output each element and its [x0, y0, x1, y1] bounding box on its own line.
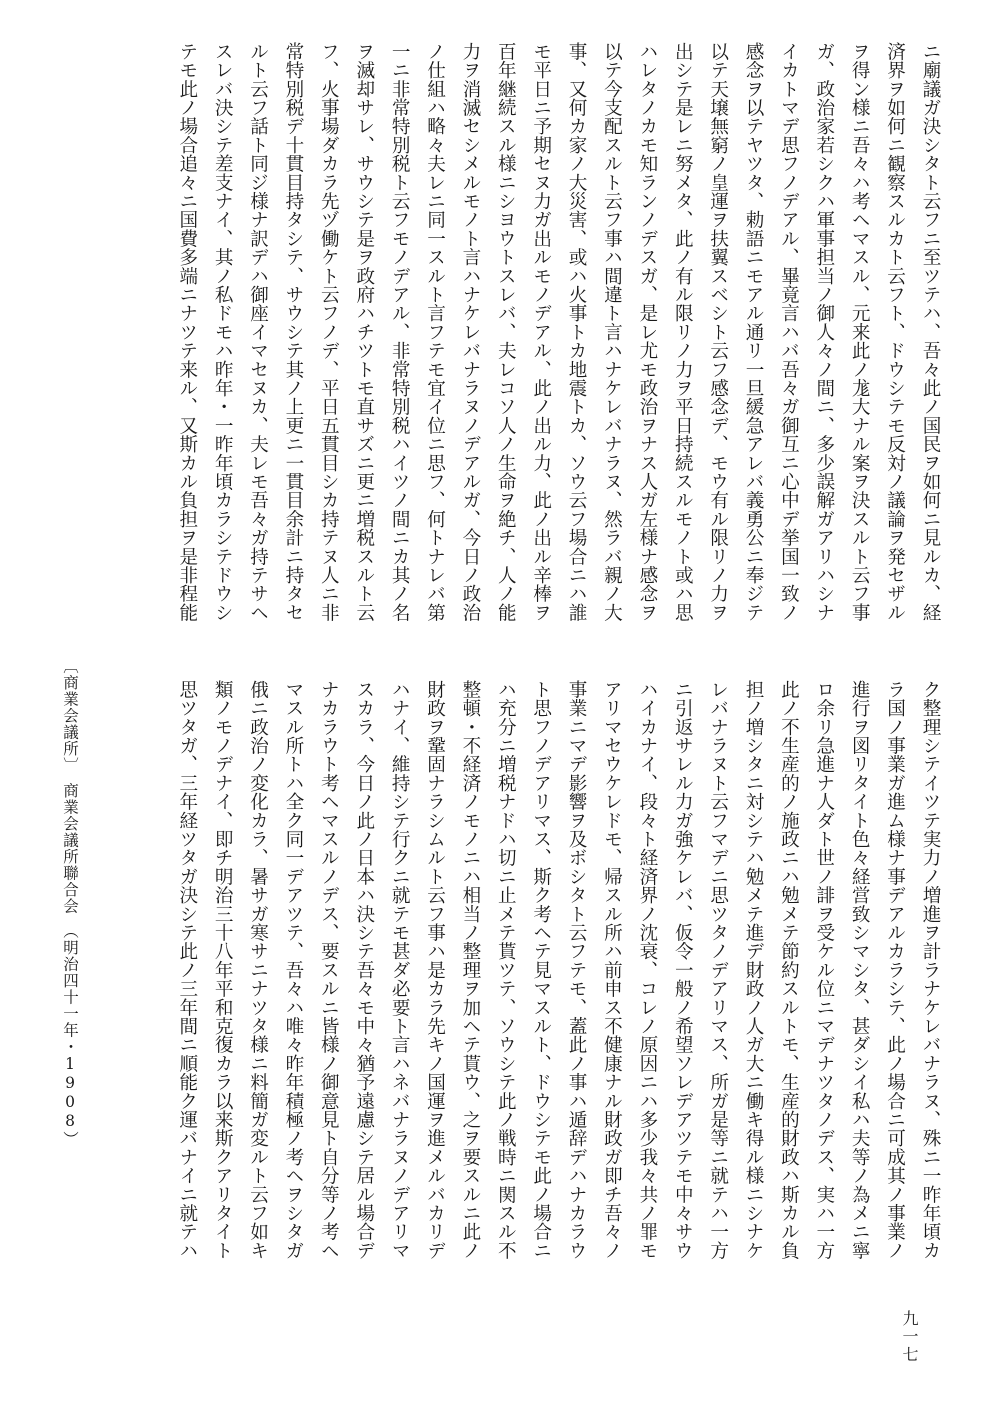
text-column: モ平日ニ予期セヌ力ガ出ルモノデアル、此ノ出ル力、此ノ出ル辛棒ヲ [530, 42, 552, 622]
running-header-title: 商業会議所聯合会 [61, 782, 79, 915]
text-column: ガ、政治家若シクハ軍事担当ノ御人々ノ間ニ、多少誤解ガアリハシナ [813, 42, 835, 622]
text-column: 俄ニ政治ノ変化カラ、暑サガ寒サニナツタ様ニ料簡ガ変ルト云フ如キ [247, 680, 269, 1260]
text-column: ク整理シテイツテ実力ノ増進ヲ計ラナケレバナラヌ、殊ニ一昨年頃カ [920, 680, 941, 1260]
text-column: 常特別税デ十貫目持タシテ、サウシテ其ノ上更ニ一貫目余計ニ持タセ [282, 42, 304, 622]
text-column: 担ノ増シタニ対シテハ勉メテ進デ財政ノ人ガ大ニ働キ得ル様ニシナケ [743, 680, 765, 1260]
text-column: ルト云フ話ト同ジ様ナ訳デハ御座イマセヌカ、夫レモ吾々ガ持テサヘ [247, 42, 269, 622]
text-column: ハ充分ニ増税ナドハ切ニ止メテ貰ツテ、ソウシテ此ノ戦時ニ関スル不 [495, 680, 517, 1260]
text-column: 整頓・不経済ノモノニハ相当ノ整理ヲ加ヘテ貰ウ、之ヲ要スルニ此ノ [459, 680, 481, 1260]
text-column: 一ニ非常特別税ト云フモノデアル、非常特別税ハイツノ間ニカ其ノ名 [389, 42, 411, 622]
running-header-date: （明治四十一年・1908） [61, 930, 79, 1148]
text-column: 類ノモノデナイ、即チ明治三十八年平和克復カラ以来斯クアリタイト [212, 680, 234, 1260]
text-column: イカトマデ思フノデアル、畢竟言ハバ吾々ガ御互ニ心中デ挙国一致ノ [778, 42, 800, 622]
page-number: 九一七 [900, 1310, 919, 1364]
text-column: マスル所トハ全ク同一デアツテ、吾々ハ唯々昨年積極ノ考ヘヲシタガ [282, 680, 304, 1260]
text-column: 以テ天壌無窮ノ皇運ヲ扶翼スベシト云フ感念デ、モウ有ル限リノ力ヲ [707, 42, 729, 622]
text-column: 財政ヲ鞏固ナラシムルト云フ事ハ是カラ先キノ国運ヲ進メルバカリデ [424, 680, 446, 1260]
text-column: 済界ヲ如何ニ観察スルカト云フト、ドウシテモ反対ノ議論ヲ発セザル [884, 42, 906, 622]
text-column: 思ツタガ、三年経ツタガ決シテ此ノ三年間ニ順能ク運バナイニ就テハ [176, 680, 198, 1260]
text-column: スレバ決シテ差支ナイ、其ノ私ドモハ昨年・一昨年頃カラシテドウシ [212, 42, 234, 622]
running-header-section: 〔商業会議所〕 [61, 658, 79, 766]
text-column: ハナイ、維持シテ行クニ就テモ甚ダ必要ト言ハネバナラヌノデアリマ [389, 680, 411, 1260]
text-column: 事、又何カ家ノ大災害、或ハ火事トカ地震トカ、ソウ云フ場合ニハ誰 [566, 42, 588, 622]
bottom-text-block [98, 680, 948, 1310]
text-column: ノ仕組ハ略々夫レニ同一スルト言フテモ宜イ位ニ思フ、何トナレバ第 [424, 42, 446, 622]
text-column: ラ国ノ事業ガ進ム様ナ事デアルカラシテ、此ノ場合ニ可成其ノ事業ノ [884, 680, 906, 1260]
text-column: 以テ今支配スルト云フ事ハ間違ト言ハナケレバナラヌ、然ラバ親ノ大 [601, 42, 623, 622]
running-header [55, 658, 85, 1318]
text-column: 此ノ不生産的ノ施政ニハ勉メテ節約スルトモ、生産的財政ハ斯カル負 [778, 680, 800, 1260]
text-column: レバナラヌト云フマデニ思ツタノデアリマス、所ガ是等ニ就テハ一方 [707, 680, 729, 1260]
text-column: ナカラウト考ヘマスルノデス、要スルニ皆様ノ御意見ト自分等ノ考ヘ [318, 680, 340, 1260]
text-column: ハイカナイ、段々ト経済界ノ沈衰、コレノ原因ニハ多少我々共ノ罪モ [636, 680, 658, 1260]
text-column: ヲ得ン様ニ吾々ハ考ヘマスル、元来此ノ尨大ナル案ヲ決スルト云フ事 [849, 42, 871, 622]
text-column: フ、火事場ダカラ先ヅ働ケト云フノデ、平日五貫目シカ持テヌ人ニ非 [318, 42, 340, 622]
text-column: 力ヲ消滅セシメルモノト言ハナケレバナラヌノデアルガ、今日ノ政治 [459, 42, 481, 622]
text-column: ニ廟議ガ決シタト云フニ至ツテハ、吾々此ノ国民ヲ如何ニ見ルカ、経 [920, 42, 941, 622]
text-column: テモ此ノ場合追々ニ国費多端ニナツテ来ル、又斯カル負担ヲ是非程能 [176, 42, 198, 622]
text-column: ト思フノデアリマス、斯ク考ヘテ見マスルト、ドウシテモ此ノ場合ニ [530, 680, 552, 1260]
text-column: ロ余リ急進ナ人ダト世ノ誹ヲ受ケル位ニマデナツタノデス、実ハ一方 [813, 680, 835, 1260]
text-column: 事業ニマデ影響ヲ及ボシタト云フテモ、蓋此ノ事ハ遁辞デハナカラウ [566, 680, 588, 1260]
text-column: 出シテ是レニ努メタ、此ノ有ル限リノ力ヲ平日持続スルモノト或ハ思 [672, 42, 694, 622]
text-column: 百年継続スル様ニシヨウトスレバ、夫レコソ人ノ生命ヲ絶チ、人ノ能 [495, 42, 517, 622]
text-column: スカラ、今日ノ此ノ日本ハ決シテ吾々モ中々猶予遠慮シテ居ル場合デ [353, 680, 375, 1260]
text-column: ハレタノカモ知ランノデスガ、是レ尤モ政治ヲナス人ガ左様ナ感念ヲ [636, 42, 658, 622]
text-column: アリマセウケレドモ、帰スル所ハ前申ス不健康ナル財政ガ即チ吾々ノ [601, 680, 623, 1260]
text-column: 進行ヲ図リタイト色々経営致シマシタ、甚ダシイ私ハ夫等ノ為メニ寧 [849, 680, 871, 1260]
text-column: 感念ヲ以テヤツタ、勅語ニモアル通リ一旦緩急アレバ義勇公ニ奉ジテ [743, 42, 765, 622]
text-column: ヲ滅却サレ、サウシテ是ヲ政府ハチツトモ直サズニ更ニ増税スルト云 [353, 42, 375, 622]
text-column: ニ引返サレル力ガ強ケレバ、仮令一般ノ希望ソレデアツテモ中々サウ [672, 680, 694, 1260]
top-text-block [98, 42, 948, 652]
